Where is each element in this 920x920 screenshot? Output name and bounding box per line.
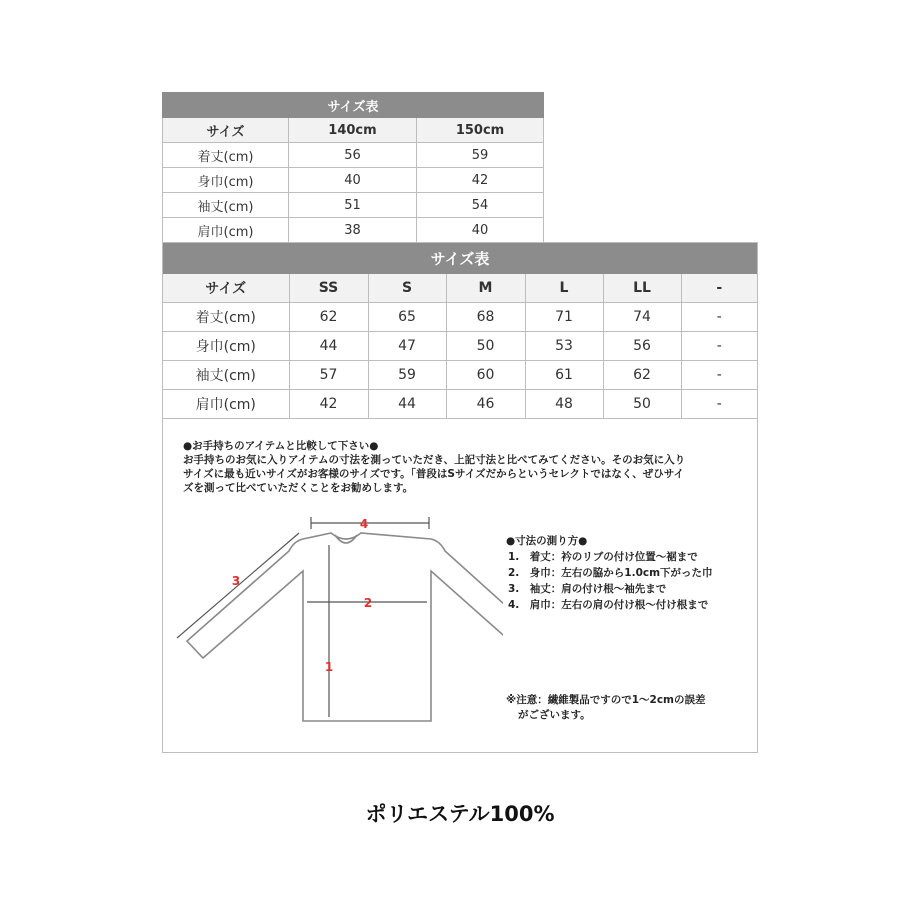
header-cell: S: [368, 274, 446, 303]
table-row: [163, 390, 757, 419]
note-line: サイズに最も近いサイズがお客様のサイズです。「普段はSサイズだからというセレクトではなく、ぜひサイ: [183, 468, 684, 480]
table-cell: 59: [417, 143, 544, 168]
table-cell: 48: [525, 390, 603, 419]
table-cell: 56: [289, 143, 417, 168]
header-cell: サイズ: [163, 274, 289, 303]
garment-diagram: [163, 511, 503, 731]
caution-note: [506, 693, 705, 723]
row-label: 肩巾(cm): [163, 390, 289, 419]
row-label: 身巾(cm): [163, 168, 289, 193]
adult-size-chart: [162, 242, 758, 753]
table-cell: 62: [289, 303, 368, 332]
table-cell: -: [681, 303, 757, 332]
howto-item: 1. 着丈：衿のリブの付け位置～裾まで: [508, 551, 698, 563]
header-cell: 140cm: [289, 118, 417, 143]
row-label: 肩巾(cm): [163, 218, 289, 243]
diagram-label-4: 4: [359, 517, 369, 531]
table-cell: 44: [289, 332, 368, 361]
table-cell: -: [681, 361, 757, 390]
kids-size-table: [162, 92, 544, 243]
table-cell: 50: [446, 332, 525, 361]
row-label: 袖丈(cm): [163, 193, 289, 218]
table-row: [163, 168, 544, 193]
header-cell: SS: [289, 274, 368, 303]
table-cell: 40: [417, 218, 544, 243]
table-cell: 40: [289, 168, 417, 193]
table-cell: 53: [525, 332, 603, 361]
note-line: お手持ちのお気に入りアイテムの寸法を測っていただき、上記寸法と比べてみてください。そのお気に入り: [183, 454, 686, 466]
table-cell: 62: [603, 361, 681, 390]
header-cell: L: [525, 274, 603, 303]
table-row: [163, 332, 757, 361]
howto-heading: ●寸法の測り方●: [506, 535, 588, 547]
howto-item: 3. 袖丈：肩の付け根～袖先まで: [508, 583, 667, 595]
table-cell: 74: [603, 303, 681, 332]
material-text: ポリエステル100%: [365, 802, 555, 826]
row-label: 着丈(cm): [163, 143, 289, 168]
table-cell: 44: [368, 390, 446, 419]
table-cell: 57: [289, 361, 368, 390]
table-cell: -: [681, 332, 757, 361]
row-label: 袖丈(cm): [163, 361, 289, 390]
caution-line: ※注意：繊維製品ですので1～2cmの誤差: [506, 694, 706, 706]
header-cell: M: [446, 274, 525, 303]
header-cell: -: [681, 274, 757, 303]
adult-size-table: [163, 243, 757, 419]
table-cell: 56: [603, 332, 681, 361]
comparison-note: [183, 439, 753, 495]
table-row: [163, 193, 544, 218]
table-cell: 54: [417, 193, 544, 218]
header-cell: LL: [603, 274, 681, 303]
table-cell: 61: [525, 361, 603, 390]
table-cell: 59: [368, 361, 446, 390]
shirt-outline: [187, 533, 503, 721]
table-cell: 60: [446, 361, 525, 390]
header-cell: サイズ: [163, 118, 289, 143]
note-line: ズを測って比べていただくことをお勧めします。: [183, 482, 414, 494]
diagram-label-2: 2: [363, 596, 373, 610]
table-row: [163, 303, 757, 332]
header-cell: 150cm: [417, 118, 544, 143]
diagram-label-1: 1: [324, 660, 334, 674]
note-heading: ●お手持ちのアイテムと比較して下さい●: [183, 440, 379, 452]
table-cell: 42: [289, 390, 368, 419]
table-cell: 42: [417, 168, 544, 193]
table-cell: 65: [368, 303, 446, 332]
table-cell: 38: [289, 218, 417, 243]
row-label: 着丈(cm): [163, 303, 289, 332]
row-label: 身巾(cm): [163, 332, 289, 361]
table-cell: 47: [368, 332, 446, 361]
table-row: [163, 143, 544, 168]
table-row: [163, 361, 757, 390]
adult-table-title: サイズ表: [163, 244, 757, 274]
table-row: [163, 218, 544, 243]
table-cell: 50: [603, 390, 681, 419]
measurement-instructions: [506, 533, 713, 613]
howto-item: 4. 肩巾：左右の肩の付け根～付け根まで: [508, 599, 709, 611]
kids-table-header: [163, 118, 544, 143]
table-cell: 46: [446, 390, 525, 419]
adult-table-header: [163, 274, 757, 303]
table-cell: 51: [289, 193, 417, 218]
kids-table-title: サイズ表: [163, 93, 544, 118]
table-cell: -: [681, 390, 757, 419]
caution-line: がございます。: [518, 709, 591, 721]
table-cell: 71: [525, 303, 603, 332]
table-cell: 68: [446, 303, 525, 332]
howto-item: 2. 身巾：左右の脇から1.0cm下がった巾: [508, 567, 713, 579]
diagram-label-3: 3: [231, 574, 241, 588]
